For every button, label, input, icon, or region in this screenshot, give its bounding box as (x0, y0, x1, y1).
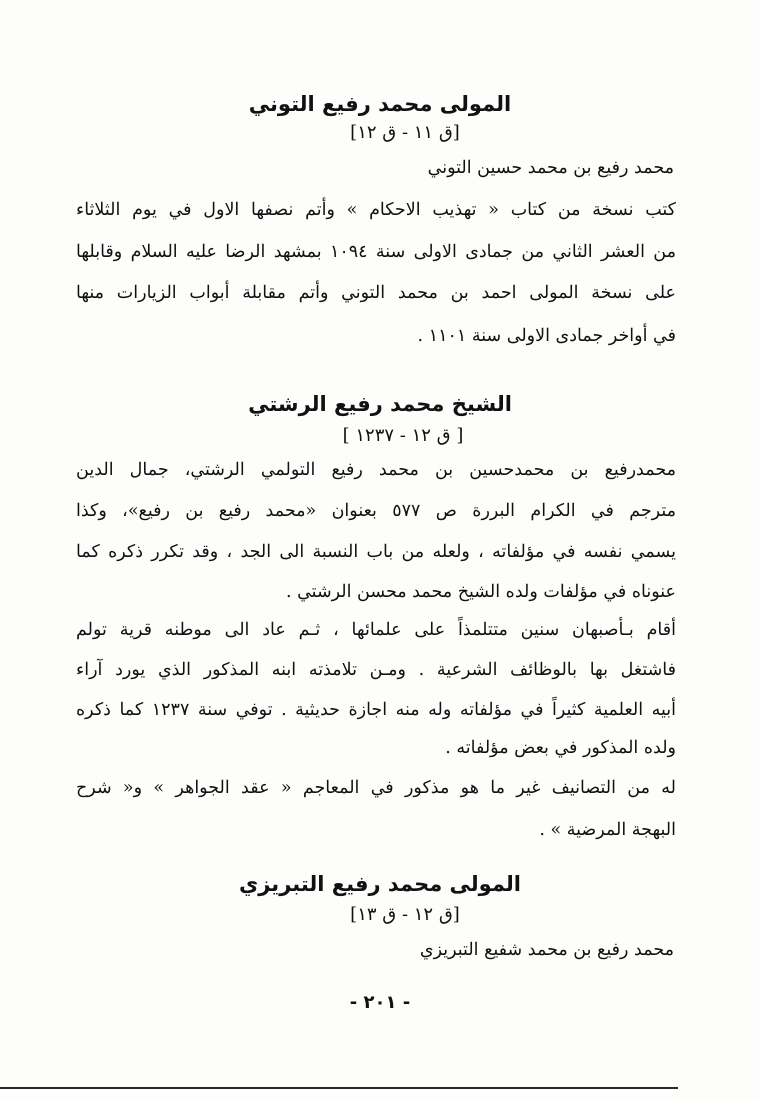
text-line: في أواخر جمادى الاولى سنة ١١٠١ . (417, 326, 676, 346)
entry-heading: المولى محمد رفيع التبريزي (239, 872, 521, 896)
text-line: له من التصانيف غير ما هو مذكور في المعاجم « عقد الجواهر » و« شرح (76, 778, 676, 798)
entry-date-range: [ ق ١٢ - ١٢٣٧ ] (342, 425, 464, 446)
scan-edge-rule (0, 1087, 678, 1089)
text-line: عنوناه في مؤلفات ولده الشيخ محمد محسن الرشتي . (285, 582, 676, 602)
text-line: على نسخة المولى احمد بن محمد التوني وأتم مقابلة أبواب الزيارات منها (76, 283, 676, 303)
entry-name-line: محمد رفيع بن محمد حسين التوني (427, 158, 674, 178)
page-number: - ٢٠١ - (349, 992, 411, 1013)
text-line: فاشتغل بها بالوظائف الشرعية . ومـن تلامذته ابنه المذكور الذي يورد آراء (76, 660, 676, 680)
text-line: أبيه العلمية كثيراً في مؤلفاته وله منه اجازة حديثية . توفي سنة ١٢٣٧ كما ذكره (76, 700, 676, 720)
text-line: البهجة المرضية » . (539, 820, 676, 840)
text-line: مترجم في الكرام البررة ص ٥٧٧ بعنوان «محمد رفيع بن رفيع»، وكذا (76, 501, 676, 521)
text-line: يسمي نفسه في مؤلفاته ، ولعله من باب النسبة الى الجد ، وقد تكرر ذكره كما (76, 542, 676, 562)
entry-name-line: محمد رفيع بن محمد شفيع التبريزي (419, 940, 674, 960)
text-line: محمدرفيع بن محمدحسين بن محمد رفيع التولمي الرشتي، جمال الدين (76, 460, 676, 480)
entry-heading: المولى محمد رفيع التوني (248, 92, 512, 116)
entry-date-range: [ق ١٢ - ق ١٣] (350, 904, 460, 925)
text-line: ولده المذكور في بعض مؤلفاته . (445, 738, 676, 758)
entry-date-range: [ق ١١ - ق ١٢] (350, 122, 460, 143)
entry-heading: الشيخ محمد رفيع الرشتي (248, 392, 512, 416)
text-line: أقام بـأصبهان سنين متتلمذاً على علمائها ، ثـم عاد الى موطنه قرية تولم (76, 620, 676, 640)
text-line: من العشر الثاني من جمادى الاولى سنة ١٠٩٤ بمشهد الرضا عليه السلام وقابلها (76, 242, 676, 262)
text-line: كتب نسخة من كتاب « تهذيب الاحكام » وأتم نصفها الاول في يوم الثلاثاء (76, 200, 676, 220)
